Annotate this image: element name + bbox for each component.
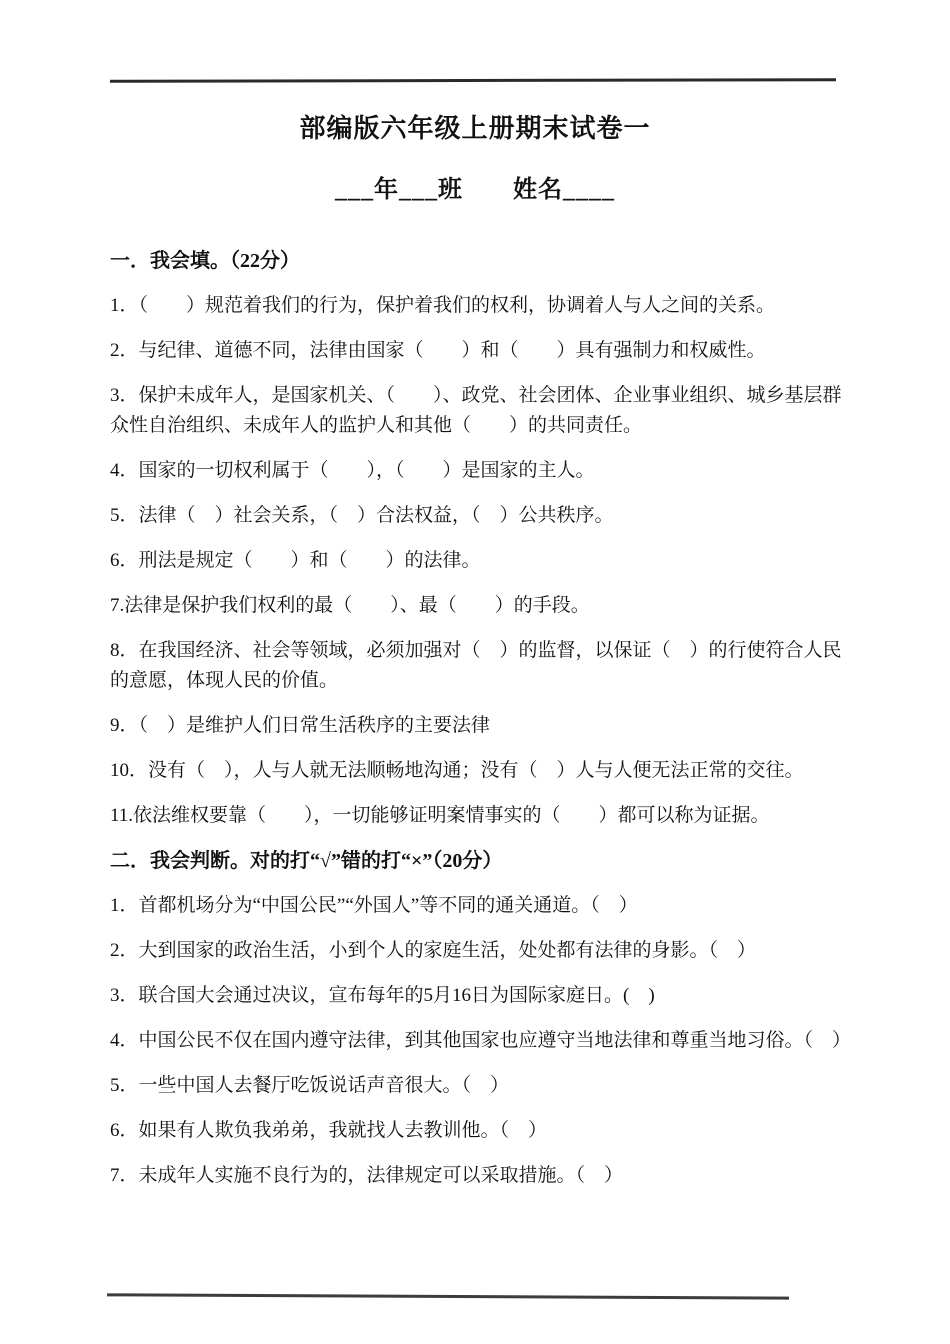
judge-question-4: 4．中国公民不仅在国内遵守法律，到其他国家也应遵守当地法律和尊重当地习俗。（ ）: [110, 1030, 852, 1051]
fill-question-1: 1．（ ）规范着我们的行为，保护着我们的权利，协调着人与人之间的关系。: [110, 295, 776, 316]
fill-question-10: 10．没有（ ），人与人就无法顺畅地沟通；没有（ ）人与人便无法正常的交往。: [110, 760, 804, 781]
section-fill-heading: 一．我会填。（22分）: [110, 250, 300, 272]
footer-divider-line: [107, 1293, 789, 1299]
section-judge-heading: 二．我会判断。对的打“√”错的打“×”（20分）: [110, 850, 503, 872]
header-divider-line: [110, 78, 836, 83]
fill-question-2: 2．与纪律、道德不同，法律由国家（ ）和（ ）具有强制力和权威性。: [110, 340, 766, 361]
fill-question-11: 11.依法维权要靠（ ），一切能够证明案情事实的（ ）都可以称为证据。: [110, 805, 770, 826]
exam-body: [110, 246, 852, 1206]
fill-question-5: 5．法律（ ）社会关系，（ ）合法权益，（ ）公共秩序。: [110, 505, 614, 526]
fill-question-4: 4．国家的一切权利属于（ ），（ ）是国家的主人。: [110, 460, 595, 481]
fill-question-9: 9．（ ）是维护人们日常生活秩序的主要法律: [110, 715, 491, 736]
judge-question-1: 1．首都机场分为“中国公民”“外国人”等不同的通关通道。（ ）: [110, 895, 638, 916]
exam-title: 部编版六年级上册期末试卷一: [299, 114, 651, 143]
student-info-line: ___年___班 姓名____: [335, 177, 615, 203]
judge-question-2: 2．大到国家的政治生活，小到个人的家庭生活，处处都有法律的身影。（ ）: [110, 940, 757, 961]
judge-question-7: 7．未成年人实施不良行为的，法律规定可以采取措施。（ ）: [110, 1165, 624, 1186]
fill-question-7: 7.法律是保护我们权利的最（ ）、最（ ）的手段。: [110, 595, 590, 616]
fill-question-6: 6．刑法是规定（ ）和（ ）的法律。: [110, 550, 481, 571]
judge-question-3: 3．联合国大会通过决议，宣布每年的5月16日为国际家庭日。( ): [110, 985, 655, 1006]
judge-question-5: 5．一些中国人去餐厅吃饭说话声音很大。（ ）: [110, 1075, 510, 1096]
judge-question-6: 6．如果有人欺负我弟弟，我就找人去教训他。（ ）: [110, 1120, 548, 1141]
fill-question-3: 3．保护未成年人，是国家机关、（ ）、政党、社会团体、企业事业组织、城乡基层群众性自治组织、未成年人的监护人和其他（ ）的共同责任。: [110, 385, 842, 436]
fill-question-8: 8．在我国经济、社会等领域，必须加强对（ ）的监督，以保证（ ）的行使符合人民的意愿，体现人民的价值。: [110, 640, 842, 691]
